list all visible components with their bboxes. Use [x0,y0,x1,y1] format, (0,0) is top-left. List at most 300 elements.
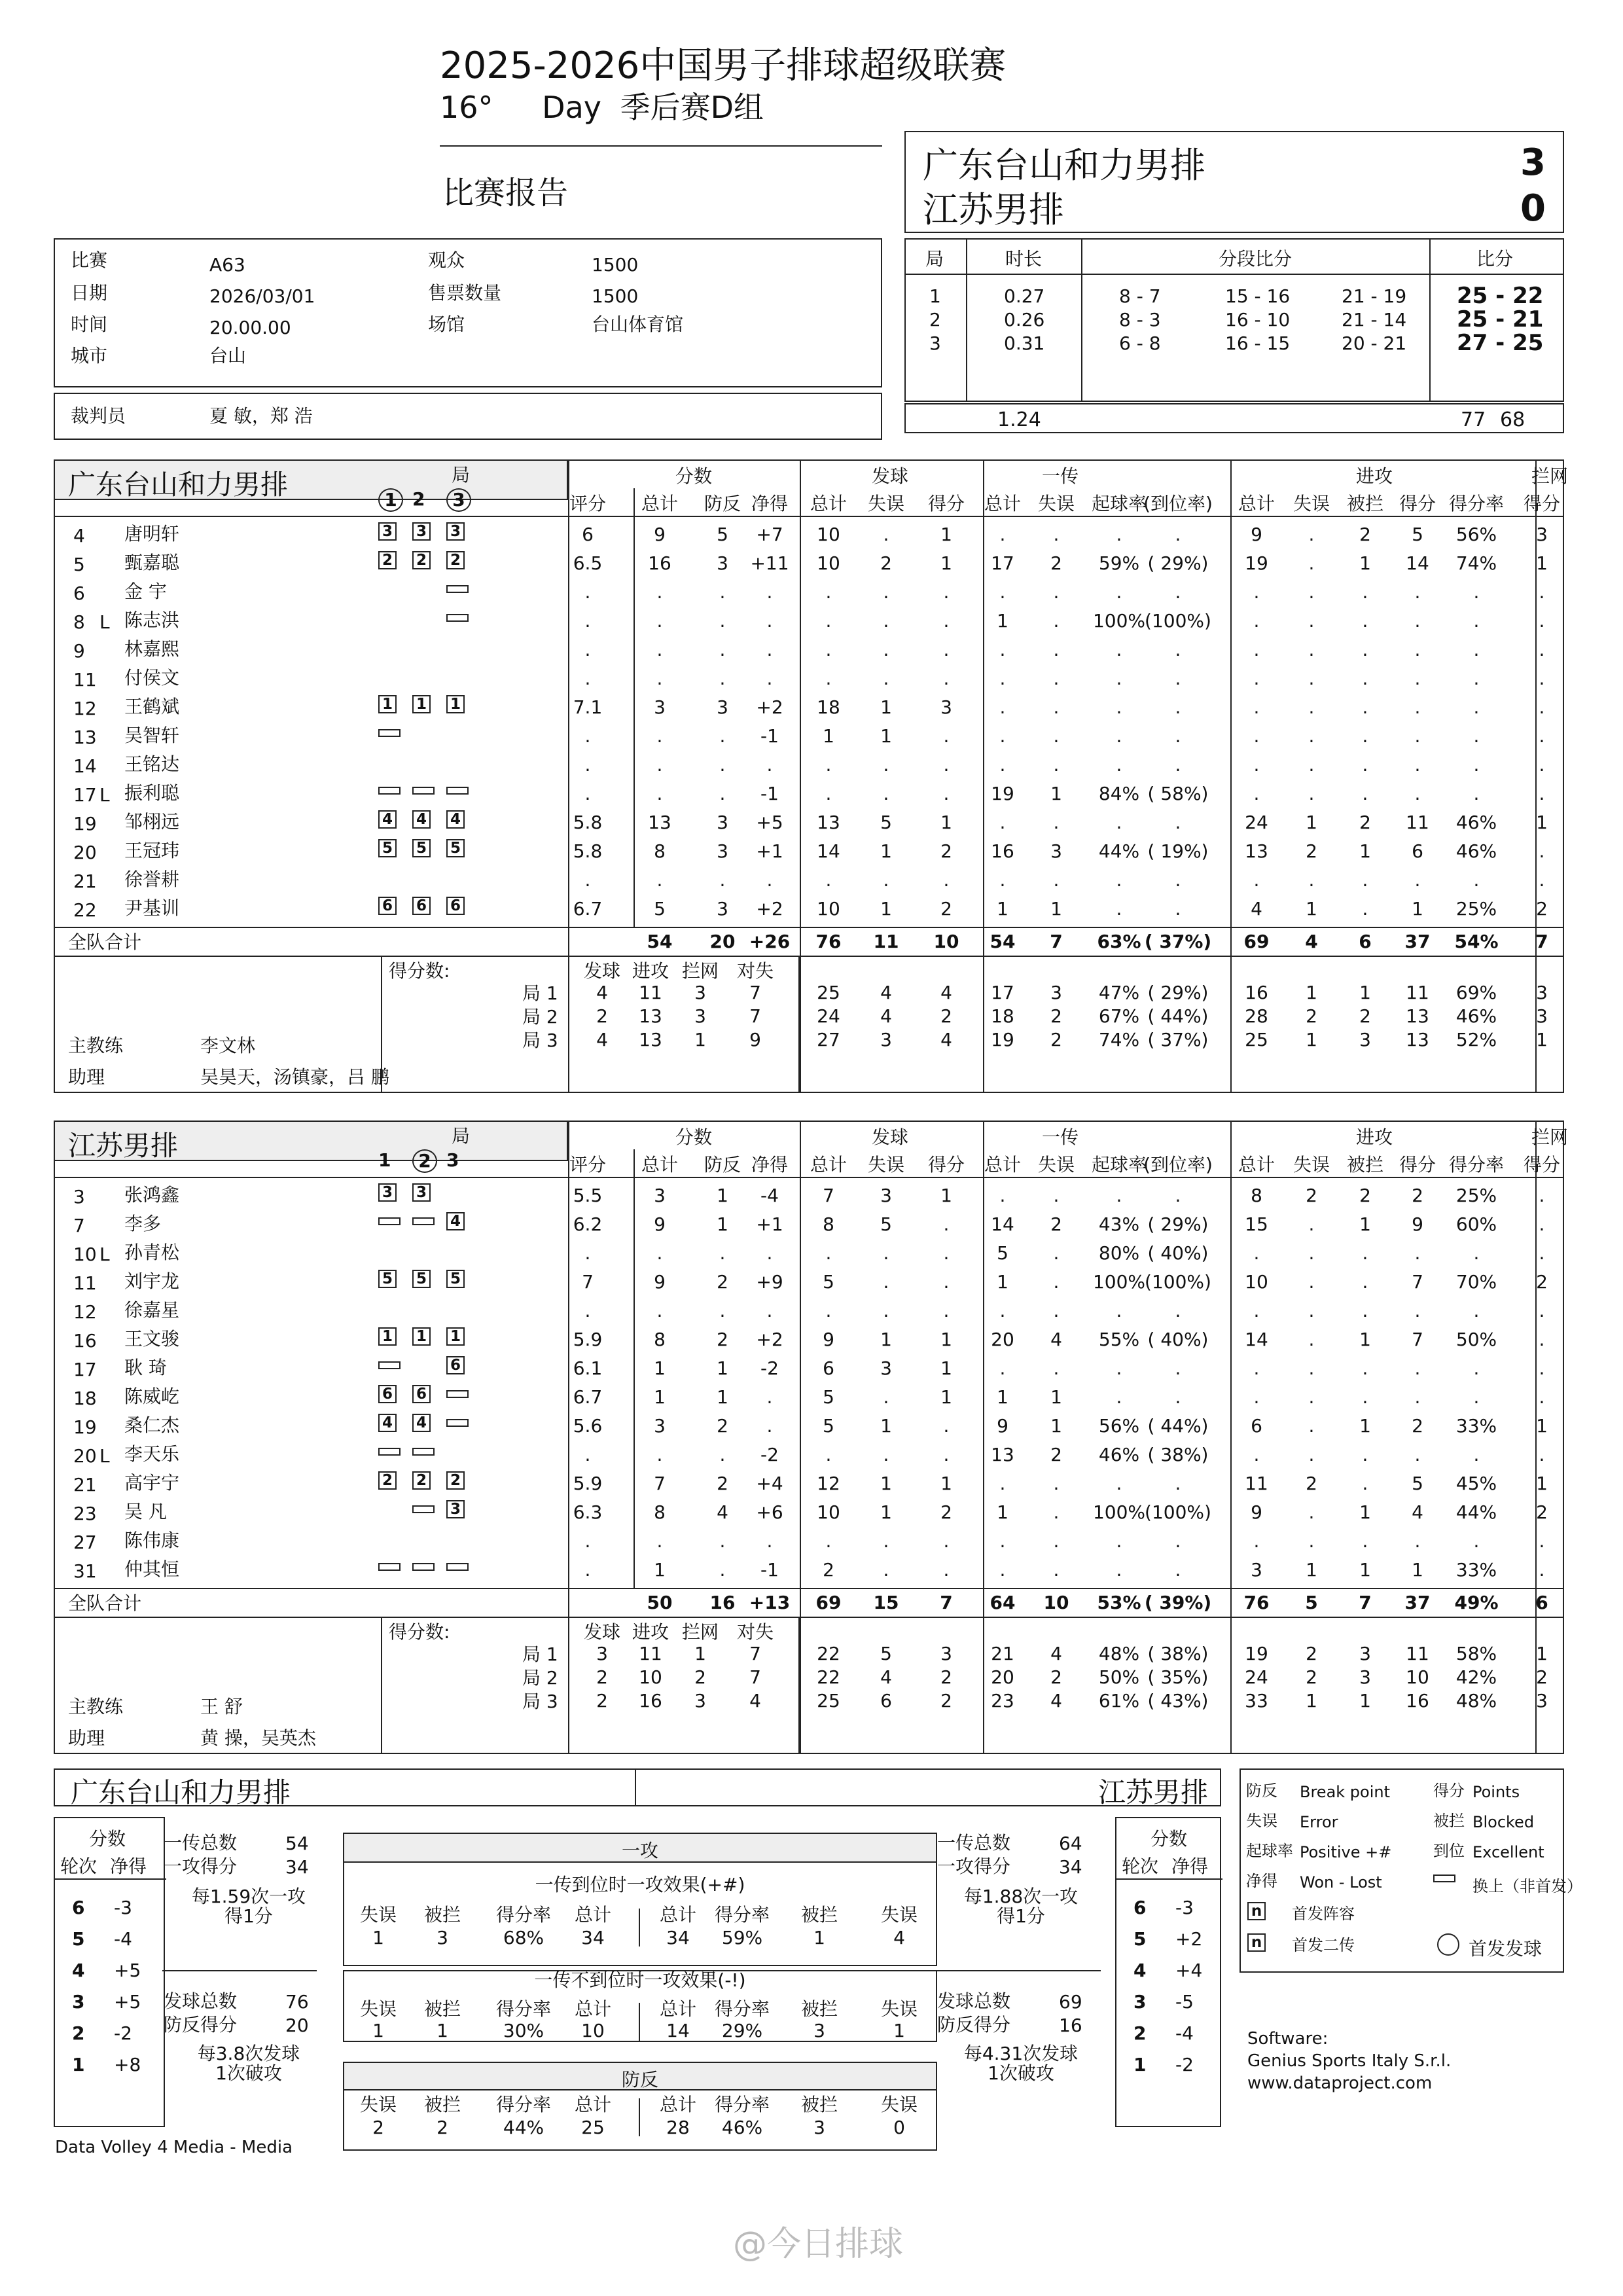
away-fa-note: 每1.88次一攻 [963,1886,1079,1907]
home-stat-cell: . [1414,869,1421,891]
away-group-attack: 进攻 [1355,1126,1393,1148]
home-set-stat-cell: 25 [817,982,840,1003]
away-stat-cell: . [1539,1300,1545,1321]
home-player-number: 6 [73,583,85,604]
away-stat-cell: 20 [991,1329,1014,1350]
legend-key: 净得 [1246,1872,1277,1890]
away-rot-rotation-net: -3 [1175,1897,1194,1918]
away-stat-cell: . [1175,1473,1181,1494]
away-rot-rot-h1: 轮次 [1122,1856,1159,1877]
home-set-stat-cell: ( 37%) [1147,1029,1209,1050]
away-coach: 王 舒 [200,1696,243,1717]
home-set-stat-cell: 3 [1359,1029,1371,1050]
away-col-exc: (到位率) [1143,1154,1213,1175]
home-stat-cell: . [656,610,663,632]
home-start-position: 2 [378,551,397,569]
legend-serve-circle-icon [1437,1933,1459,1956]
away-stat-cell: 6.1 [573,1357,603,1379]
away-stat-cell: . [943,1444,950,1465]
away-stat-cell: . [825,1300,832,1321]
away-stat-cell: . [1116,1185,1122,1206]
home-rot-rot-title: 分数 [88,1828,126,1850]
home-stat-cell: . [584,668,591,689]
home-bd-line [54,956,1564,957]
home-stat-cell: 25% [1455,898,1497,920]
home-stat-cell: . [584,783,591,804]
away-stat-cell: . [999,1530,1006,1552]
home-stat-cell: 44% [1098,840,1140,862]
away-sub-marker [446,1419,469,1427]
away-stat-cell: . [584,1300,591,1321]
home-col-net: 净得 [751,493,788,514]
away-stat-cell: 12 [817,1473,840,1494]
home-stat-cell: 2 [1359,812,1371,833]
home-stat-cell: 3 [940,696,952,718]
fa-value: 1 [372,2020,384,2041]
home-set-stat-cell: 2 [1050,1005,1062,1027]
away-stat-cell: 43% [1098,1213,1140,1235]
home-stat-cell: 1 [1359,840,1371,862]
away-stat-cell: 10 [817,1501,840,1523]
home-set-stat-cell: 4 [880,982,892,1003]
away-stat-cell: 7 [654,1473,666,1494]
away-rot-rotation-net: +2 [1175,1928,1203,1950]
fa-col-header: 被拦 [800,2094,838,2115]
away-stat-cell: 1 [1359,1559,1371,1581]
away-rot-rotation: 6 [1133,1897,1147,1918]
home-stat-cell: . [766,581,773,603]
away-stat-cell: . [1539,1329,1545,1350]
home-stat-cell: . [943,754,950,776]
home-stat-cell: 9 [654,524,666,545]
home-bd-cell: 7 [749,1005,761,1027]
home-total-cell: 54 [647,931,673,952]
away-stat-cell: . [1308,1501,1315,1523]
home-stat-cell: . [1308,869,1315,891]
home-stat-cell: . [1473,610,1480,632]
fa-col-header: 被拦 [800,1998,838,2020]
away-stat-cell: . [766,1300,773,1321]
home-stat-cell: . [1053,812,1060,833]
home-player-name: 唐明轩 [124,523,180,545]
away-total-cell: ( 39%) [1144,1592,1212,1613]
home-stat-cell: . [883,754,889,776]
away-stat-cell: . [943,1213,950,1235]
home-set-stat-cell: 27 [817,1029,840,1050]
home-stat-cell: 1 [1412,898,1423,920]
away-stat-cell: . [943,1300,950,1321]
away-total-cell: 16 [709,1592,736,1613]
home-total-cell: 54 [990,931,1016,952]
fa-col-header: 得分率 [495,2094,551,2115]
home-col-pos: 起球率 [1091,493,1147,514]
home-set-stat-cell: 1 [1306,982,1317,1003]
away-stat-cell: 9 [997,1415,1008,1437]
home-player-number: 12 [73,698,97,719]
home-player-name: 金 宇 [124,581,167,602]
home-player-name: 陈志洪 [124,609,180,631]
home-stat-cell: 46% [1455,812,1497,833]
home-stat-cell: . [1175,639,1181,660]
set-partial-21: 20 - 21 [1342,332,1407,354]
away-stat-cell: 3 [654,1185,666,1206]
home-stat-cell: . [1116,581,1122,603]
home-rot-rotation-net: -4 [114,1928,132,1950]
set-partial-16: 16 - 10 [1225,309,1291,331]
away-stat-cell: 44% [1455,1501,1497,1523]
away-stat-cell: . [1362,1271,1368,1293]
home-set-stat-cell: ( 44%) [1147,1005,1209,1027]
home-stat-cell: . [999,754,1006,776]
home-stat-cell: . [656,783,663,804]
home-set-stat-cell: 3 [880,1029,892,1050]
away-stat-cell: . [584,1559,591,1581]
home-set-stat-cell: 67% [1098,1005,1140,1027]
away-stat-cell: . [1414,1444,1421,1465]
home-bd-cell: 11 [639,982,662,1003]
match-label: 比赛 [71,249,108,271]
home-col-total: 总计 [810,493,847,514]
home-start-position: 3 [446,522,465,541]
home-stat-cell: 5.8 [573,840,603,862]
home-rot-rotation: 2 [72,2022,85,2044]
home-stat-cell: . [719,639,726,660]
set-duration: 0.31 [1004,332,1045,354]
away-stat-cell: 1 [997,1271,1008,1293]
away-start-position: 1 [378,1327,397,1346]
home-stat-cell: . [719,668,726,689]
home-stat-cell: 16 [648,552,671,574]
away-stat-cell: . [1116,1386,1122,1408]
legend-first-serve: 首发发球 [1469,1938,1543,1960]
home-stat-cell: 3 [717,898,728,920]
home-bd-cell: 9 [749,1029,761,1050]
away-stat-cell: . [943,1415,950,1437]
away-total-cell: 53% [1097,1592,1141,1613]
home-set-stat-cell: 16 [1245,982,1268,1003]
home-sub-marker [446,614,469,622]
away-stat-cell: +1 [756,1213,783,1235]
away-set-stat-cell: 6 [880,1690,892,1712]
home-stat-cell: . [1414,610,1421,632]
home-bd-cell: 1 [694,1029,706,1050]
fa-col-header: 总计 [574,2094,611,2115]
away-stat-cell: (100%) [1145,1271,1211,1293]
away-set-stat-cell: 2 [1050,1666,1062,1688]
home-stat-cell: 59% [1098,552,1140,574]
away-serve-total: 69 [1059,1991,1082,2013]
away-start-position: 2 [412,1471,431,1490]
away-stat-cell: 45% [1455,1473,1497,1494]
fa-col-header: 失误 [880,1998,918,2020]
home-stat-cell: . [584,581,591,603]
away-stat-cell: -4 [760,1185,779,1206]
away-stat-cell: . [1539,1386,1545,1408]
home-stat-cell: . [1362,898,1368,920]
home-start-position: 4 [446,810,465,829]
fa-value: 59% [721,1927,763,1948]
defense-title [343,2062,937,2090]
away-col-blk: 被拦 [1346,1154,1383,1175]
away-stat-cell: . [1053,1559,1060,1581]
match-info [54,238,882,387]
away-player-number: 3 [73,1186,85,1208]
home-stat-cell: 19 [991,783,1014,804]
home-serve-total: 76 [285,1991,309,2013]
home-stat-cell: . [1308,524,1315,545]
away-sub-marker [412,1563,435,1571]
home-rot-rotation-net: -2 [114,2022,132,2044]
home-stat-cell: 11 [1406,812,1429,833]
home-stat-cell: . [1116,696,1122,718]
away-player-name: 仲其恒 [124,1558,180,1580]
home-stat-cell: . [943,668,950,689]
away-stat-cell: . [1253,1242,1260,1264]
software-website[interactable]: www.dataproject.com [1247,2073,1433,2093]
fa-value: 1 [893,2020,905,2041]
home-sub-marker [378,787,401,795]
home-rot-rotation: 3 [72,1991,85,2013]
away-stat-cell: 1 [654,1357,666,1379]
away-bd-cell: 2 [694,1666,706,1688]
away-stat-cell: ( 40%) [1147,1242,1209,1264]
away-stat-cell: 1 [997,1386,1008,1408]
home-player-number: 20 [73,842,97,863]
away-sub-marker [378,1563,401,1571]
home-stat-cell: . [943,783,950,804]
home-stat-cell: . [1116,725,1122,747]
spectators-value: 1500 [592,254,639,276]
legend-value: Error [1300,1813,1338,1831]
away-stat-cell: . [1473,1242,1480,1264]
home-stat-cell: . [1053,524,1060,545]
scoreboard-away-sets: 0 [1520,187,1546,230]
away-stat-cell: . [1175,1559,1181,1581]
away-col-pct: 得分率 [1448,1154,1504,1175]
home-player-number: 17 [73,784,97,806]
home-stat-cell: . [825,783,832,804]
away-stat-cell: 6.3 [573,1501,603,1523]
sets-header-partials: 分段比分 [1219,248,1293,270]
away-rot-rotation: 4 [1133,1960,1147,1981]
away-stat-cell: . [656,1530,663,1552]
home-stat-cell: . [1175,869,1181,891]
home-stat-cell: . [1053,754,1060,776]
away-player-number: 12 [73,1301,97,1323]
away-stat-cell: 7 [1412,1271,1423,1293]
away-bp-note2: 1次破攻 [988,2062,1054,2084]
away-rot-rotation: 1 [1133,2054,1147,2075]
away-rot-rot-line [1116,1878,1222,1880]
away-stat-cell: . [656,1444,663,1465]
away-start-position: 2 [378,1471,397,1490]
away-start-position: 6 [446,1356,465,1374]
away-stat-cell: . [766,1530,773,1552]
home-stat-cell: 8 [654,840,666,862]
home-stat-cell: . [1253,610,1260,632]
away-group-reception: 一传 [1041,1126,1079,1148]
home-bd-cell: 7 [749,982,761,1003]
away-rot-rotation: 2 [1133,2022,1147,2044]
fa-value: 10 [581,2020,605,2041]
away-stat-cell: . [883,1242,889,1264]
home-stat-cell: . [656,668,663,689]
home-stat-cell: . [999,524,1006,545]
home-stat-cell: . [1539,783,1545,804]
home-stat-cell: . [1414,783,1421,804]
away-stat-cell: . [1308,1271,1315,1293]
away-stat-cell: 1 [1412,1559,1423,1581]
away-set-stat-cell: 20 [991,1666,1014,1688]
legend-value: 换上（非首发） [1472,1877,1582,1895]
home-stat-cell: 3 [1536,524,1548,545]
away-stat-cell: 1 [940,1185,952,1206]
away-stat-cell: . [1175,1386,1181,1408]
home-stat-cell: . [1308,668,1315,689]
home-stat-cell: . [1473,754,1480,776]
away-start-position: 3 [446,1500,465,1518]
home-player-number: 11 [73,669,97,691]
set-partial-21: 21 - 14 [1342,309,1407,331]
away-set-stat-cell: 3 [1359,1643,1371,1664]
home-stat-cell: . [883,783,889,804]
home-set-stat-cell: 4 [880,1005,892,1027]
away-stat-cell: 2 [717,1473,728,1494]
home-set-stat-cell: ( 29%) [1147,982,1209,1003]
home-total-cell: 69 [1243,931,1270,952]
home-set-stat-cell: 52% [1455,1029,1497,1050]
away-stat-cell: . [719,1559,726,1581]
home-stat-cell: . [1253,869,1260,891]
total-away-points: 68 [1500,408,1525,431]
home-stat-cell: . [1362,696,1368,718]
away-stat-cell: 1 [997,1501,1008,1523]
away-set-stat-cell: 10 [1406,1666,1429,1688]
away-stat-cell: 1 [940,1386,952,1408]
away-stat-cell: . [1414,1357,1421,1379]
fa-col-header: 被拦 [423,1998,461,2020]
home-stat-cell: . [883,639,889,660]
home-sub-marker [412,787,435,795]
away-stat-cell: 55% [1098,1329,1140,1350]
away-stat-cell: 3 [880,1357,892,1379]
away-stat-cell: 1 [1536,1473,1548,1494]
set-partial-21: 21 - 19 [1342,285,1407,307]
away-sub-marker [378,1217,401,1225]
fa-col-header: 失误 [359,1904,397,1926]
home-first-attack: 34 [285,1856,309,1878]
home-fa-note2: 得1分 [224,1905,273,1927]
home-stat-cell: 1 [880,696,892,718]
home-stat-cell: 5 [880,812,892,833]
away-stat-cell: +6 [756,1501,783,1523]
home-stat-cell: . [1053,668,1060,689]
home-stat-cell: 74% [1455,552,1497,574]
home-stat-cell: . [1473,639,1480,660]
away-stat-cell: 1 [1359,1415,1371,1437]
home-stat-cell: . [1539,754,1545,776]
date-value: 2026/03/01 [209,285,315,307]
home-stat-cell: . [1414,696,1421,718]
away-player-name: 陈伟康 [124,1530,180,1551]
home-bd-cell: 13 [639,1029,662,1050]
home-stat-cell: +7 [756,524,783,545]
referee-names: 夏 敏，郑 浩 [209,405,313,427]
away-bp-label: 防反得分 [937,2014,1011,2036]
away-sub-marker [446,1563,469,1571]
venue-value: 台山体育馆 [592,314,684,335]
away-stat-cell: . [1175,1300,1181,1321]
away-stat-cell: 1 [717,1386,728,1408]
away-set-stat-cell: 1 [1359,1690,1371,1712]
home-group-attack: 进攻 [1355,465,1393,487]
home-col-exc: (到位率) [1143,493,1213,514]
away-libero-flag: L [99,1244,110,1265]
away-player-name: 陈威屹 [124,1386,180,1407]
home-stat-cell: 1 [880,840,892,862]
sets-header-set: 局 [925,248,944,270]
home-stat-cell: . [943,610,950,632]
away-bd-set-label: 局 2 [522,1667,558,1689]
away-libero-flag: L [99,1445,110,1467]
away-bd-cell: 3 [596,1643,608,1664]
away-stat-cell: . [883,1530,889,1552]
legend-value: Excellent [1472,1843,1544,1861]
away-player-name: 孙青松 [124,1242,180,1263]
home-stat-cell: . [1414,668,1421,689]
home-start-position: 6 [446,897,465,915]
home-rot-rotation: 5 [72,1928,85,1950]
home-stat-cell: . [1053,610,1060,632]
home-col-pts: 得分 [927,493,965,514]
home-stat-cell: . [825,610,832,632]
home-sub-marker [446,787,469,795]
away-coach-label: 主教练 [68,1696,124,1717]
away-stat-cell: 46% [1098,1444,1140,1465]
away-stat-cell: . [1175,1530,1181,1552]
away-total-cell: 49% [1454,1592,1499,1613]
away-player-number: 20 [73,1445,97,1467]
away-col-pts: 得分 [927,1154,965,1175]
home-start-position: 5 [446,839,465,857]
home-start-position: 3 [412,522,431,541]
home-stat-cell: 5.8 [573,812,603,833]
fa-divider [639,1909,640,1946]
home-start-position: 4 [412,810,431,829]
home-total-cell: 54% [1454,931,1499,952]
away-stat-cell: 1 [1359,1329,1371,1350]
away-player-name: 徐嘉星 [124,1299,180,1321]
home-start-position: 4 [378,810,397,829]
away-start-position: 3 [412,1183,431,1202]
away-sub-marker [378,1361,401,1369]
away-stat-cell: 8 [654,1329,666,1350]
home-stat-cell: . [1414,581,1421,603]
home-stat-cell: 2 [1536,898,1548,920]
away-stat-cell: 33% [1455,1415,1497,1437]
away-total-cell: 64 [990,1592,1016,1613]
home-stat-cell: . [943,869,950,891]
home-stat-cell: 14 [1406,552,1429,574]
away-stat-cell: 10 [1245,1271,1268,1293]
spectators-label: 观众 [428,249,465,271]
home-stat-cell: . [1473,696,1480,718]
home-stat-cell: 1 [1306,812,1317,833]
away-stat-cell: 8 [1251,1185,1262,1206]
away-player-number: 27 [73,1532,97,1553]
home-bd-header: 进攻 [632,960,669,982]
home-stat-cell: . [1308,581,1315,603]
